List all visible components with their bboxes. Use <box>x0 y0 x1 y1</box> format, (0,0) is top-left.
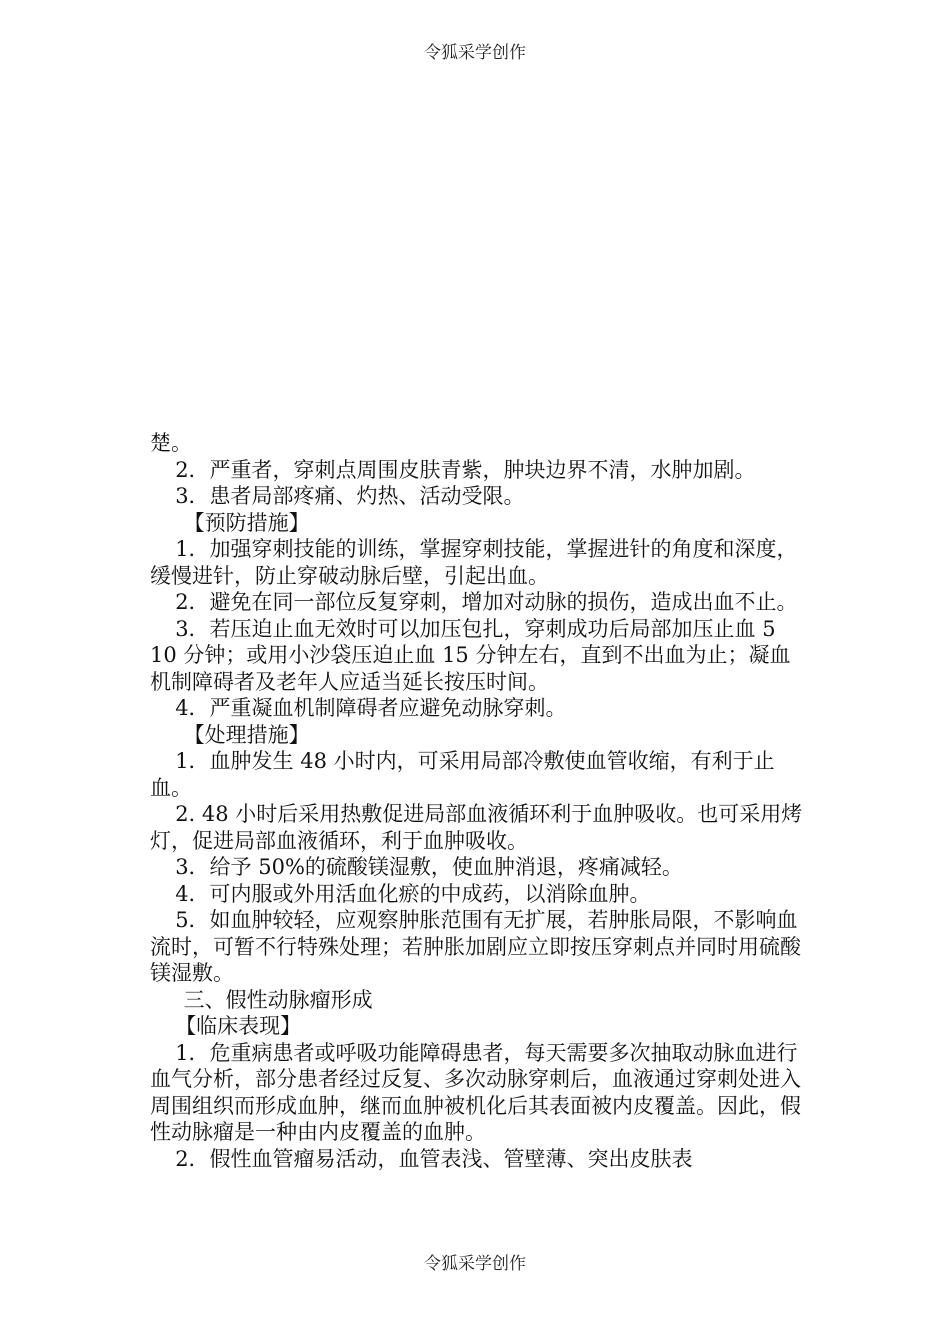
page-footer: 令狐采学创作 <box>424 1254 526 1274</box>
paragraph: 1．危重病患者或呼吸功能障碍患者，每天需要多次抽取动脉血进行血气分析，部分患者经过反复、多次动脉穿刺后，血液通过穿刺处进入周围组织而形成血肿，继而血肿被机化后其表面被内皮覆盖。因此，假性动脉瘤是一种由内皮覆盖的血肿。 <box>150 1040 801 1144</box>
page-header: 令狐采学创作 <box>424 43 526 63</box>
section-heading: 【预防措施】 <box>183 510 310 535</box>
paragraph: 2．避免在同一部位反复穿刺，增加对动脉的损伤，造成出血不止。 <box>175 590 798 614</box>
paragraph: 楚。 <box>150 431 192 455</box>
paragraph: 5．如血肿较轻，应观察肿胀范围有无扩展，若肿胀局限，不影响血流时，可暂不行特殊处理；若肿胀加剧应立即按压穿刺点并同时用硫酸镁湿敷。 <box>150 908 801 985</box>
paragraph: 1．血肿发生 48 小时内，可采用局部冷敷使血管收缩，有利于止血。 <box>150 749 775 800</box>
chapter-heading: 三、假性动脉瘤形成 <box>183 987 373 1012</box>
paragraph: 2. 48 小时后采用热敷促进局部血液循环利于血肿吸收。也可采用烤灯，促进局部血液循环，利于血肿吸收。 <box>150 802 803 853</box>
paragraph: 1．加强穿刺技能的训练，掌握穿刺技能，掌握进针的角度和深度，缓慢进针，防止穿破动脉后壁，引起出血。 <box>150 537 798 588</box>
section-heading: 【临床表现】 <box>175 1014 302 1038</box>
paragraph: 4．可内服或外用活血化瘀的中成药，以消除血肿。 <box>175 881 651 906</box>
paragraph: 4．严重凝血机制障碍者应避免动脉穿刺。 <box>175 696 567 720</box>
paragraph: 2．严重者，穿刺点周围皮肤青紫，肿块边界不清，水肿加剧。 <box>175 457 756 482</box>
paragraph: 2．假性血管瘤易活动，血管表浅、管壁薄、突出皮肤表 <box>175 1146 693 1171</box>
paragraph: 3．若压迫止血无效时可以加压包扎，穿刺成功后局部加压止血 5 10 分钟；或用小沙袋压迫止血 15 分钟左右，直到不出血为止；凝血机制障碍者及老年人应适当延长按压时间。 <box>150 616 791 694</box>
paragraph: 3．患者局部疼痛、灼热、活动受限。 <box>175 484 525 508</box>
paragraph: 3．给予 50%的硫酸镁湿敷，使血肿消退，疼痛减轻。 <box>175 855 683 879</box>
section-heading: 【处理措施】 <box>183 722 310 747</box>
body-text <box>150 430 805 1172</box>
